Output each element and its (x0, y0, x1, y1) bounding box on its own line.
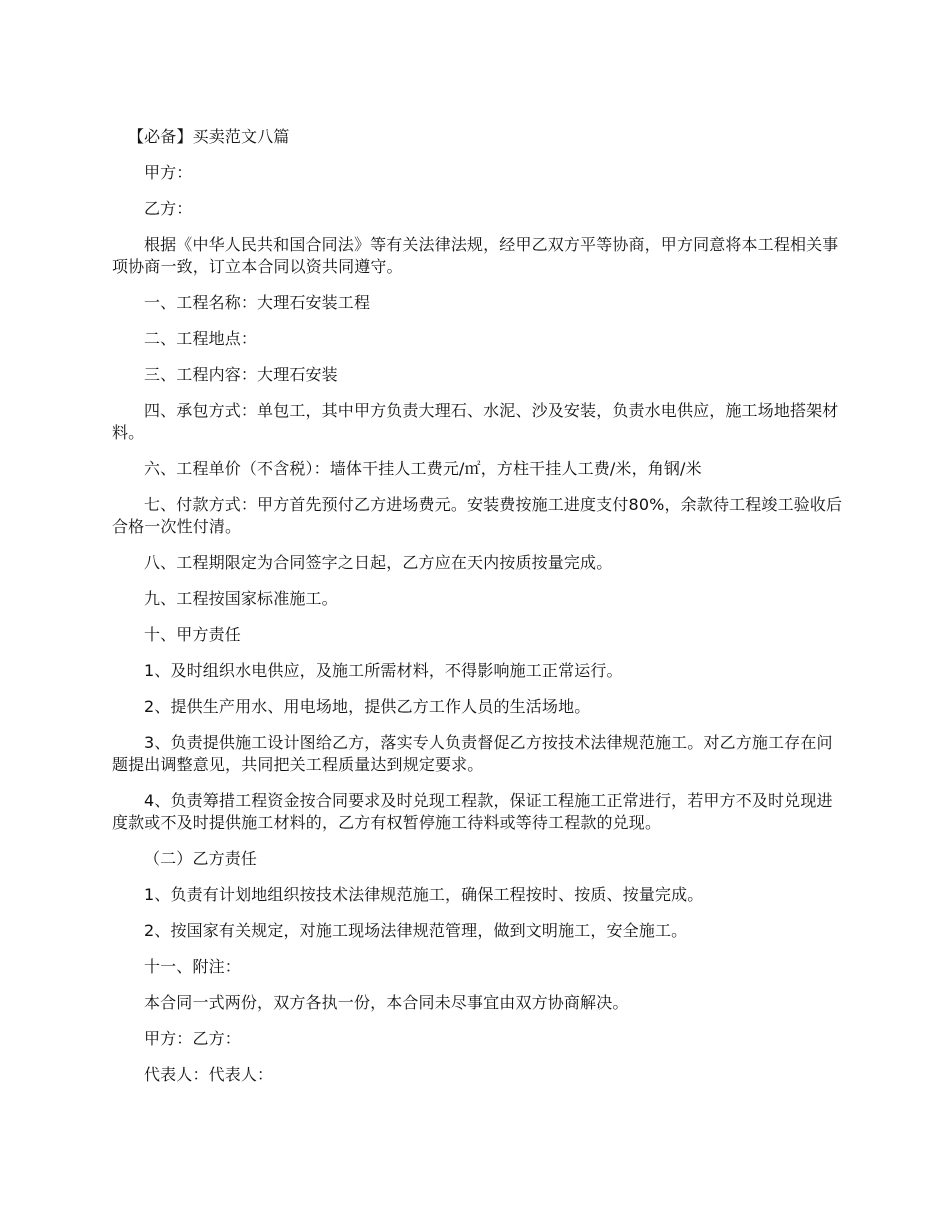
paragraph-project-content: 三、工程内容：大理石安装 (144, 365, 338, 384)
list-item: 1、负责有计划地组织按技术法律规范施工，确保工程按时、按质、按量完成。 (144, 885, 704, 904)
paragraph-contract-method: 四、承包方式：单包工，其中甲方负责大理石、水泥、沙及安装，负责水电供应，施工场地搭架材料。 (112, 401, 839, 442)
list-item: 1、及时组织水电供应，及施工所需材料，不得影响施工正常运行。 (144, 661, 623, 680)
paragraph-project-location: 二、工程地点： (144, 329, 258, 348)
paragraph-standard: 九、工程按国家标准施工。 (144, 589, 338, 608)
paragraph-party-b: 乙方： (144, 199, 193, 218)
paragraph-preamble: 根据《中华人民共和国合同法》等有关法律法规，经甲乙双方平等协商，甲方同意将本工程相关事项协商一致，订立本合同以资共同遵守。 (112, 235, 839, 276)
paragraph-unit-price: 六、工程单价（不含税）：墙体干挂人工费元/㎡，方柱干挂人工费/米，角钢/米 (144, 459, 702, 478)
heading-notes: 十一、附注： (144, 957, 241, 976)
document-title: 【必备】买卖范文八篇 (128, 127, 290, 146)
paragraph-payment: 七、付款方式：甲方首先预付乙方进场费元。安装费按施工进度支付80%，余款待工程竣工验收后合格一次性付清。 (112, 495, 843, 536)
document-body (112, 126, 844, 1100)
list-item: 3、负责提供施工设计图给乙方，落实专人负责督促乙方按技术法律规范施工。对乙方施工存在问题提出调整意见，共同把关工程质量达到规定要求。 (112, 733, 833, 774)
signature-representatives: 代表人：代表人： (144, 1065, 274, 1084)
paragraph-party-a: 甲方： (144, 163, 193, 182)
paragraph-duration: 八、工程期限定为合同签字之日起，乙方应在天内按质按量完成。 (144, 553, 613, 572)
paragraph-copies: 本合同一式两份，双方各执一份，本合同未尽事宜由双方协商解决。 (144, 993, 629, 1012)
heading-party-a-duties: 十、甲方责任 (144, 625, 241, 644)
list-item: 4、负责筹措工程资金按合同要求及时兑现工程款，保证工程施工正常进行，若甲方不及时兑现进度款或不及时提供施工材料的，乙方有权暂停施工待料或等待工程款的兑现。 (112, 791, 833, 832)
list-item: 2、按国家有关规定，对施工现场法律规范管理，做到文明施工，安全施工。 (144, 921, 688, 940)
paragraph-project-name: 一、工程名称：大理石安装工程 (144, 293, 371, 312)
list-item: 2、提供生产用水、用电场地，提供乙方工作人员的生活场地。 (144, 697, 591, 716)
heading-party-b-duties: （二）乙方责任 (144, 849, 258, 868)
signature-parties: 甲方：乙方： (144, 1029, 241, 1048)
